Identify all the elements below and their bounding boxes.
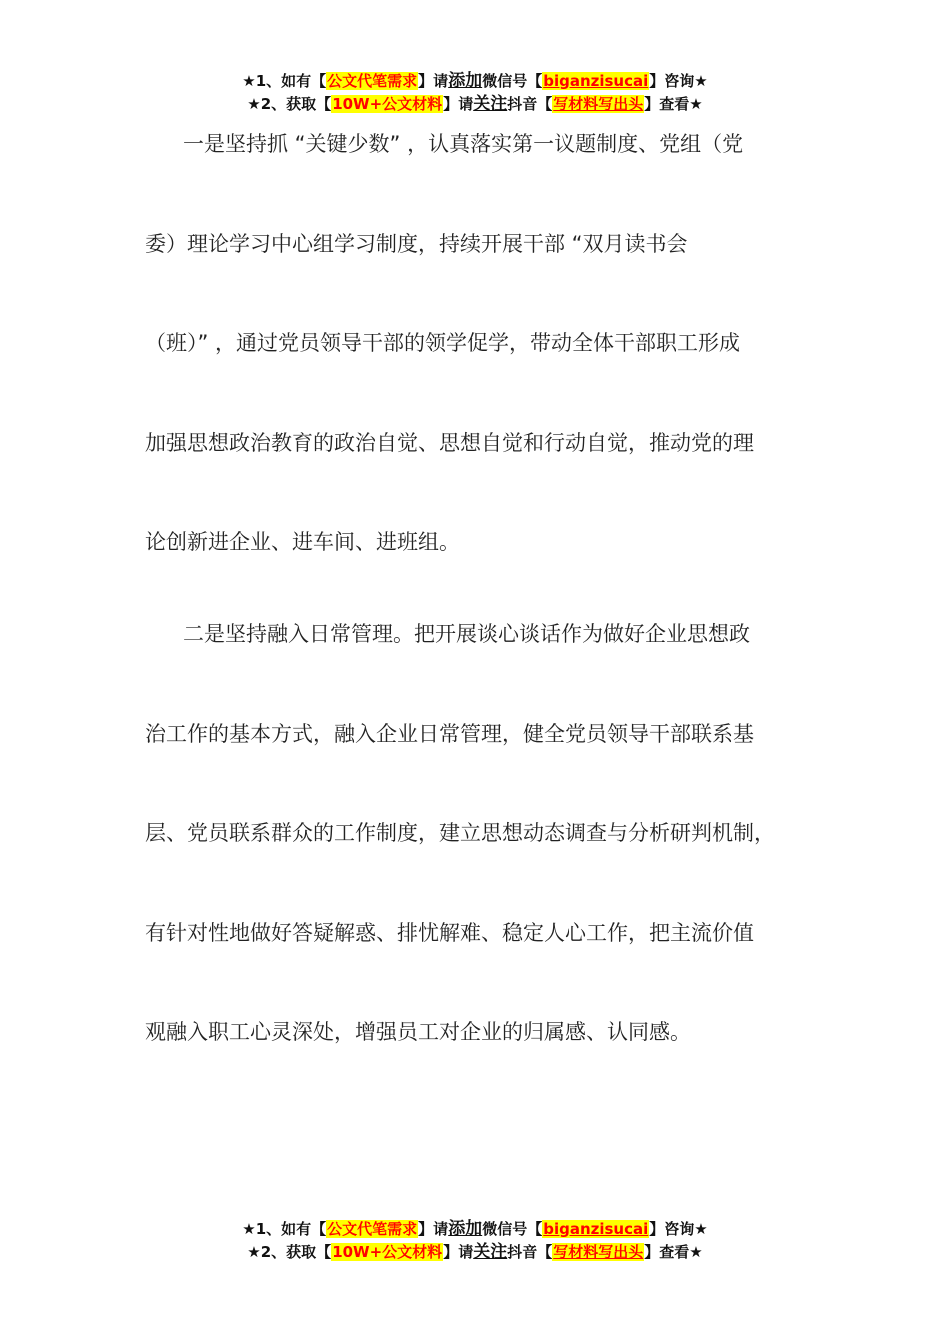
banner-text: ★1、如有【 [242, 1220, 327, 1238]
wechat-id-highlight: biganzisucai [543, 72, 649, 90]
banner-highlight: 10W+公文材料 [332, 95, 443, 113]
paragraph-line: 治工作的基本方式，融入企业日常管理，健全党员领导干部联系基 [145, 721, 754, 746]
banner-emphasis: 添加 [448, 1219, 483, 1239]
douyin-id-highlight: 写材料写出头 [553, 95, 644, 113]
paragraph-line: 有针对性地做好答疑解惑、排忧解难、稳定人心工作，把主流价值 [145, 920, 754, 945]
banner-text: ★2、获取【 [247, 1243, 332, 1261]
banner-emphasis: 添加 [448, 71, 483, 91]
banner-text: ★1、如有【 [242, 72, 327, 90]
wechat-id-highlight: biganzisucai [543, 1220, 649, 1238]
banner-text: 抖音【 [507, 95, 553, 113]
paragraph-line: 论创新进企业、进车间、进班组。 [145, 530, 460, 554]
banner-highlight: 10W+公文材料 [332, 1243, 443, 1261]
banner-emphasis: 关注 [473, 1242, 508, 1262]
banner-line-2 [0, 1241, 950, 1264]
banner-text: 抖音【 [507, 1243, 553, 1261]
douyin-id-highlight: 写材料写出头 [553, 1243, 644, 1261]
paragraph-line: （班）” ，通过党员领导干部的领学促学，带动全体干部职工形成 [145, 331, 741, 355]
banner-text: 】请 [443, 1243, 474, 1261]
banner-text: 】请 [418, 72, 449, 90]
banner-text: ★2、获取【 [247, 95, 332, 113]
banner-text: 微信号【 [482, 72, 543, 90]
paragraph-line: 加强思想政治教育的政治自觉、思想自觉和行动自觉，推动党的理 [145, 430, 754, 455]
banner-line-1 [0, 1218, 950, 1241]
banner-text: 】查看★ [644, 95, 703, 113]
paragraph-line: 层、党员联系群众的工作制度，建立思想动态调查与分析研判机制， [145, 821, 775, 845]
paragraph-line: 委）理论学习中心组学习制度，持续开展干部 “双月读书会 [145, 231, 688, 256]
paragraph-line: 一是坚持抓 “关键少数” ，认真落实第一议题制度、党组（党 [183, 132, 744, 156]
banner-text: 】咨询★ [649, 1220, 708, 1238]
banner-text: 微信号【 [482, 1220, 543, 1238]
banner-text: 】咨询★ [649, 72, 708, 90]
banner-highlight: 公文代笔需求 [327, 72, 418, 90]
banner-line-1 [0, 70, 950, 93]
paragraph-1 [145, 95, 825, 593]
banner-highlight: 公文代笔需求 [327, 1220, 418, 1238]
bottom-promo-banner [0, 1218, 950, 1264]
paragraph-2 [145, 585, 825, 1083]
paragraph-line: 观融入职工心灵深处，增强员工对企业的归属感、认同感。 [145, 1020, 691, 1044]
banner-text: 】查看★ [644, 1243, 703, 1261]
banner-text: 】请 [418, 1220, 449, 1238]
banner-emphasis: 关注 [473, 94, 508, 114]
paragraph-line: 二是坚持融入日常管理。把开展谈心谈话作为做好企业思想政 [183, 622, 750, 646]
banner-text: 】请 [443, 95, 474, 113]
